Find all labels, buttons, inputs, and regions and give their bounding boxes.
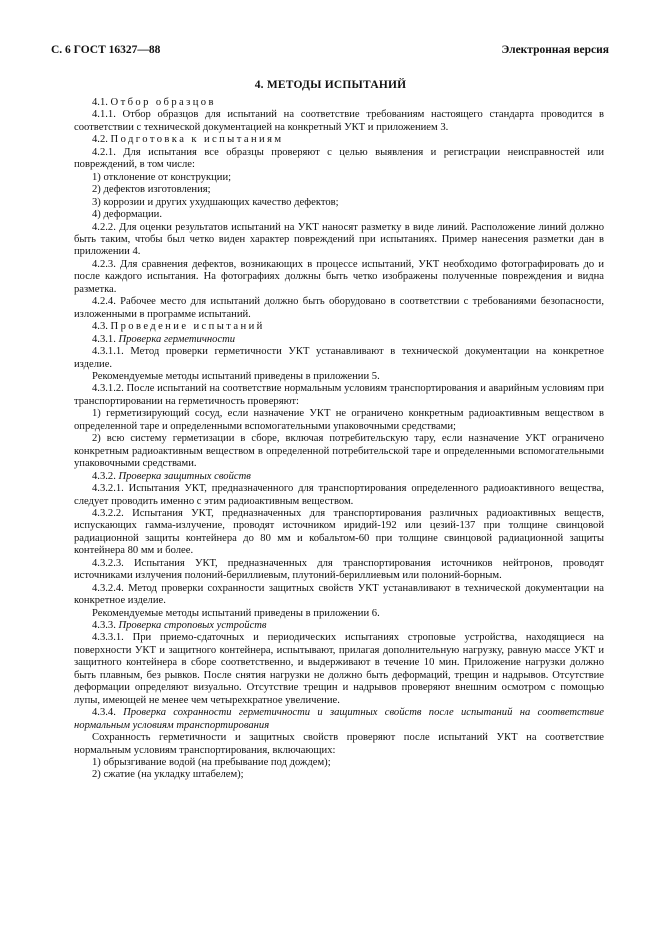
paragraph-text: Рекомендуемые методы испытаний приведены в приложении 5. <box>92 370 380 382</box>
paragraph-text: 1) обрызгивание водой (на пребывание под дождем); <box>92 757 331 769</box>
paragraph <box>74 732 604 757</box>
paragraph-text: Рекомендуемые методы испытаний приведены в приложении 6. <box>92 607 380 619</box>
paragraph-text: 4.3.1.1. Метод проверки герметичности УКТ устанавливают в технической документации на конкретное изделие. <box>74 346 604 370</box>
paragraph <box>74 408 604 433</box>
paragraph <box>74 147 604 172</box>
page-header <box>51 44 609 60</box>
paragraph-text: 4.2.3. Для сравнения дефектов, возникающих в процессе испытаний, УКТ необходимо фотографировать до и после каждого испытания. На фотографиях должны быть четко изображены полученные повреждения и видна разметка. <box>74 258 604 295</box>
paragraph <box>74 184 604 196</box>
paragraph <box>74 209 604 221</box>
paragraph <box>74 134 604 146</box>
clause-heading: Проверка защитных свойств <box>118 470 251 482</box>
paragraph <box>74 334 604 346</box>
clause-heading: Проверка герметичности <box>118 333 236 345</box>
clause-number: 4.3.3. <box>92 620 119 632</box>
header-standard-ref: С. 6 ГОСТ 16327—88 <box>51 44 161 56</box>
paragraph-text: 4) деформации. <box>92 209 162 221</box>
clause-number: 4.3. <box>92 321 111 333</box>
paragraph <box>74 296 604 321</box>
paragraph <box>74 383 604 408</box>
paragraph-text: 4.3.2.4. Метод проверки сохранности защитных свойств УКТ устанавливают в технической документации на конкретное изделие. <box>74 582 604 607</box>
paragraph <box>74 707 604 732</box>
clause-number: 4.3.1. <box>92 333 119 345</box>
paragraph-text: 3) коррозии и других ухудшающих качество дефектов; <box>92 196 339 208</box>
paragraph <box>74 259 604 296</box>
paragraph-text: 4.3.2.1. Испытания УКТ, предназначенного для транспортирования определенного радиоактивного вещества, следует проводить именно с этим радиоактивным веществом. <box>74 483 604 507</box>
paragraph-text: 1) герметизирующий сосуд, если назначение УКТ не ограничено конкретным радиоактивным веществом в определенной таре и определенными вспомогательными упаковочными средствами; <box>74 408 604 432</box>
paragraph <box>74 172 604 184</box>
paragraph <box>74 321 604 333</box>
clause-heading: Проверка сохранности герметичности и защитных свойств после испытаний на соответствие нормальным условиям транспортирования <box>74 707 605 731</box>
paragraph <box>74 608 604 620</box>
paragraph <box>74 97 604 109</box>
clause-heading: Проверка строповых устройств <box>118 620 267 632</box>
paragraph-text: 4.2.4. Рабочее место для испытаний должно быть оборудовано в соответствии с требованиями безопасности, изложенными в программе испытаний. <box>74 296 604 320</box>
paragraph <box>74 346 604 371</box>
paragraph <box>74 632 604 707</box>
paragraph <box>74 483 604 508</box>
paragraph <box>74 222 604 259</box>
paragraph-text: 1) отклонение от конструкции; <box>92 171 232 183</box>
paragraph <box>74 471 604 483</box>
paragraph <box>74 620 604 632</box>
paragraph-text: Сохранность герметичности и защитных свойств проверяют после испытаний УКТ на соответствие нормальным условиям транспортирования, включающих: <box>74 732 604 756</box>
paragraph-text: 4.3.2.3. Испытания УКТ, предназначенных для транспортирования источников нейтронов, проводят источниками излучения полоний-бериллиевым, плутоний-бериллиевым или полоний-борным. <box>74 557 604 582</box>
paragraph-text: 2) всю систему герметизации в сборе, включая потребительскую тару, если назначение УКТ ограничено конкретным радиоактивным веществом в определенной потребительской таре и определенными вспомогательными упаковочными средствами. <box>74 433 604 470</box>
paragraph-text: 2) сжатие (на укладку штабелем); <box>92 769 244 781</box>
subsection-heading: Подготовка к испытаниям <box>110 134 284 146</box>
clause-number: 4.3.4. <box>92 707 124 719</box>
paragraph-text: 4.1.1. Отбор образцов для испытаний на соответствие требованиям настоящего стандарта проводится в соответствии с технической документацией на конкретный УКТ и приложением 3. <box>74 109 604 133</box>
clause-number: 4.3.2. <box>92 470 119 482</box>
paragraph <box>74 757 604 769</box>
paragraph <box>74 197 604 209</box>
paragraph-text: 4.2.2. Для оценки результатов испытаний на УКТ наносят разметку в виде линий. Расположение линий должно быть таким, чтобы был четко виден характер повреждений при испытаниях. Пример нанесения разметки дан в приложении 4. <box>74 221 604 258</box>
subsection-heading: Отбор образцов <box>110 97 216 108</box>
paragraph-text: 4.3.3.1. При приемо-сдаточных и периодических испытаниях строповые устройства, находящиеся на поверхности УКТ и защитного контейнера, испытывают, прилагая дополнительную нагрузку, равную массе УКТ и защитного контейнера в сборе соответственно, и выдерживают в течение 10 мин. Приложение нагрузки должно быть плавным, без рывков. После снятия нагрузки не должно быть деформаций, трещин и надрывов. Отсутствие деформации определяют визуально. Отсутствие трещин и надрывов проверяют внешним осмотром с помощью лупы, имеющей не менее чем четырехкратное увеличение. <box>74 632 604 706</box>
paragraph <box>74 583 604 608</box>
paragraph-text: 4.3.2.2. Испытания УКТ, предназначенных для транспортирования различных радиоактивных веществ, испускающих гамма-излучение, проводят источником иридий-192 или цезий-137 при толщине свинцовой радиационной защиты контейнера до 80 мм и кобальтом-60 при толщине свинцовой радиационной защиты контейнера 80 мм и более. <box>74 507 604 557</box>
clause-number: 4.1. <box>92 97 111 108</box>
clause-number: 4.2. <box>92 134 111 146</box>
paragraph-text: 4.2.1. Для испытания все образцы проверяют с целью выявления и регистрации неисправностей или повреждений, в том числе: <box>74 146 604 171</box>
paragraph <box>74 558 604 583</box>
paragraph-text: 4.3.1.2. После испытаний на соответствие нормальным условиям транспортирования и аварийным условиям при транспортировании на герметичность проверяют: <box>74 383 604 407</box>
paragraph <box>74 769 604 781</box>
subsection-heading: Проведение испытаний <box>110 321 265 333</box>
paragraph-text: 2) дефектов изготовления; <box>92 184 211 196</box>
header-edition-label: Электронная версия <box>501 44 609 56</box>
paragraph <box>74 109 604 134</box>
paragraph <box>74 508 604 558</box>
paragraph <box>74 433 604 470</box>
document-body <box>74 97 604 782</box>
section-title: 4. МЕТОДЫ ИСПЫТАНИЙ <box>254 79 407 91</box>
paragraph <box>74 371 604 383</box>
